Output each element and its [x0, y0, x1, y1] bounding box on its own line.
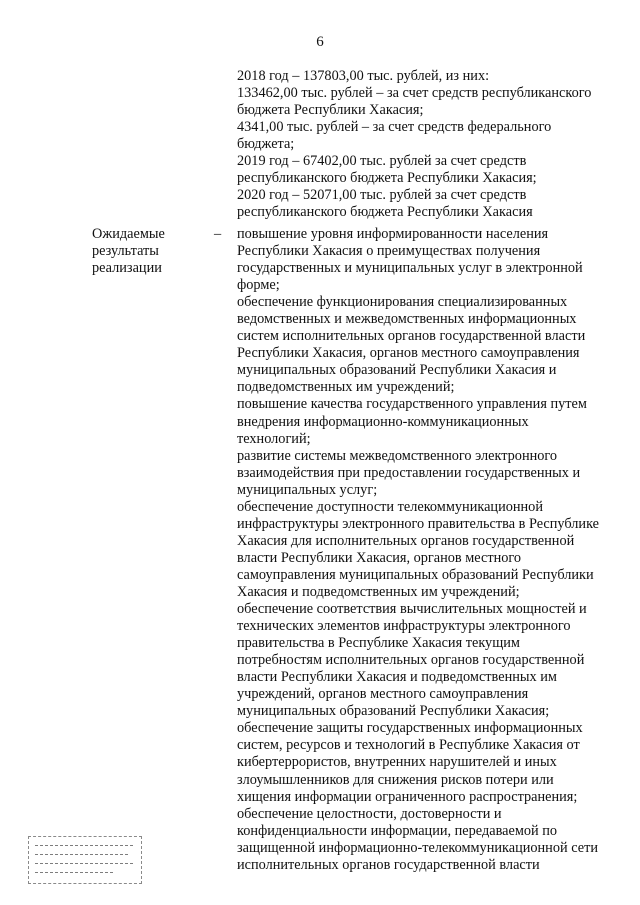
text-line: власти Республики Хакасия, органов местного	[237, 549, 522, 566]
text-line: форме;	[237, 277, 280, 294]
text-line: муниципальных услуг;	[237, 481, 378, 498]
text-line: хищения информации ограниченного распространения;	[237, 788, 578, 805]
text-line: бюджета Республики Хакасия;	[237, 102, 424, 119]
text-line: повышение качества государственного управления путем	[237, 396, 587, 413]
funding-paragraph	[237, 68, 598, 221]
page-number: 6	[316, 34, 324, 50]
results-list	[237, 226, 598, 874]
stamp-line	[35, 845, 133, 846]
stamp-line	[35, 872, 115, 873]
text-line: развитие системы межведомственного электронного	[237, 447, 558, 464]
text-line: систем исполнительных органов государственной власти	[237, 328, 586, 345]
text-line: 4341,00 тыс. рублей – за счет средств федерального	[237, 119, 552, 136]
text-line: Республики Хакасия о преимуществах получения	[237, 243, 541, 260]
text-line: республиканского бюджета Республики Хакасия;	[237, 170, 537, 187]
label-line: результаты	[92, 243, 159, 260]
result-item	[237, 720, 598, 805]
text-line: защищенной информационно-телекоммуникационной сети	[237, 839, 598, 856]
text-line: ведомственных и межведомственных информационных	[237, 311, 577, 328]
text-line: инфраструктуры электронного правительства в Республике	[237, 515, 600, 532]
text-line: 133462,00 тыс. рублей – за счет средств республиканского	[237, 85, 592, 102]
registration-stamp	[28, 836, 142, 884]
text-line: обеспечение соответствия вычислительных мощностей и	[237, 601, 587, 618]
text-line: самоуправления муниципальных образований Республики	[237, 566, 594, 583]
label-line: реализации	[92, 260, 162, 277]
text-line: Хакасия и подведомственных им учреждений;	[237, 583, 520, 600]
result-item	[237, 601, 598, 720]
text-line: повышение уровня информированности населения	[237, 226, 549, 242]
text-line: технических элементов инфраструктуры электронного	[237, 618, 571, 635]
text-line: обеспечение функционирования специализированных	[237, 294, 568, 311]
text-line: обеспечение целостности, достоверности и	[237, 805, 502, 822]
result-item	[237, 806, 598, 874]
text-line: технологий;	[237, 430, 311, 447]
text-line: потребностям исполнительных органов государственной	[237, 652, 585, 669]
results-dash: –	[214, 226, 222, 242]
text-line: 2019 год – 67402,00 тыс. рублей за счет средств	[237, 153, 527, 170]
text-line: обеспечение защиты государственных информационных	[237, 720, 583, 737]
text-line: обеспечение доступности телекоммуникационной	[237, 498, 543, 515]
text-line: Республики Хакасия, органов местного самоуправления	[237, 345, 580, 362]
result-item	[237, 396, 598, 447]
text-line: 2018 год – 137803,00 тыс. рублей, из них:	[237, 68, 490, 84]
result-item	[237, 448, 598, 499]
results-label	[92, 226, 202, 277]
text-line: 2020 год – 52071,00 тыс. рублей за счет средств	[237, 187, 527, 204]
result-item	[237, 499, 598, 601]
text-line: правительства в Республике Хакасия текущим	[237, 635, 520, 652]
text-line: государственных и муниципальных услуг в электронной	[237, 260, 583, 277]
text-line: муниципальных образований Республики Хакасия;	[237, 703, 550, 720]
text-line: взаимодействия при предоставлении государственных и	[237, 464, 581, 481]
text-line: власти Республики Хакасия и подведомственных им	[237, 669, 557, 686]
stamp-line	[35, 854, 129, 855]
text-line: кибертеррористов, внутренних нарушителей и иных	[237, 754, 557, 771]
stamp-line	[35, 863, 135, 864]
text-line: внедрения информационно-коммуникационных	[237, 413, 529, 430]
text-line: бюджета;	[237, 136, 295, 153]
text-line: систем, ресурсов и технологий в Республике Хакасия от	[237, 737, 580, 754]
text-line: злоумышленников для снижения рисков потери или	[237, 771, 554, 788]
label-line: Ожидаемые	[92, 226, 165, 242]
text-line: учреждений, органов местного самоуправления	[237, 686, 529, 703]
result-item	[237, 226, 598, 294]
text-line: муниципальных образований Республики Хакасия и	[237, 362, 557, 379]
text-line: исполнительных органов государственной власти	[237, 856, 540, 873]
funding-text	[237, 68, 598, 221]
text-line: подведомственных им учреждений;	[237, 379, 455, 396]
result-item	[237, 294, 598, 396]
text-line: конфиденциальности информации, передаваемой по	[237, 822, 558, 839]
text-line: Хакасия для исполнительных органов государственной	[237, 532, 575, 549]
text-line: республиканского бюджета Республики Хакасия	[237, 204, 533, 221]
